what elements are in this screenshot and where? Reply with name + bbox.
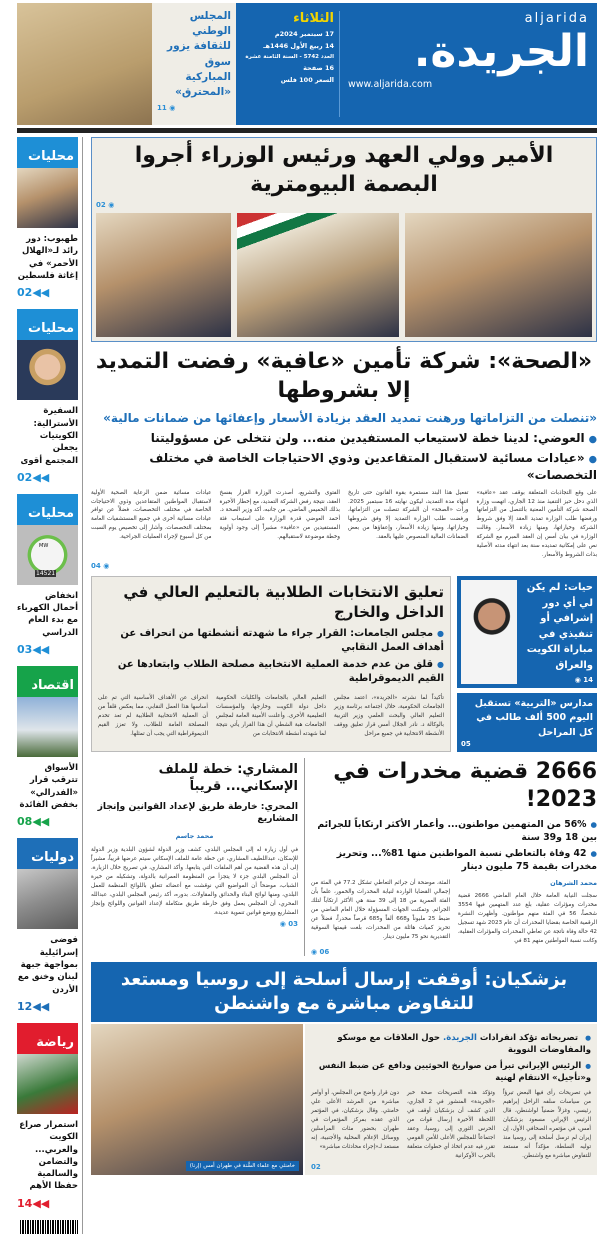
drugs-story[interactable] bbox=[311, 758, 597, 956]
issue-number: العدد 5742 - السنة الثامنة عشرة bbox=[245, 54, 334, 60]
column-divider bbox=[304, 758, 305, 956]
iran-bullet bbox=[311, 1033, 591, 1057]
arrow-icon: ◀◀ bbox=[32, 286, 50, 300]
sidebar-page bbox=[17, 1197, 78, 1210]
page-icon: ◉ bbox=[279, 919, 286, 928]
logo: الجريدة. bbox=[413, 26, 589, 77]
meter-reading: 14521 bbox=[36, 569, 56, 577]
page-icon: ◉ bbox=[169, 104, 176, 113]
content bbox=[17, 137, 597, 1234]
drugs-bullet: ● 56% من المتهمين مواطنون... وأعمار الأكثر ارتكاباً للجرائم بين 18 و39 سنة bbox=[311, 818, 597, 844]
health-column: تفعيل هذا البند مستمرة بقوة القانون حتى تاريخ انتهاء مدة التمديد، ليكون نهايته 16 سبتمبر 2025. ورأت «الصحة» أن الشركة تنصلت من التزاماتها، ورفضت طلب الوزارة التمديد إلا وفق شروطها وخياراتها، ومنها زيادة الأسعار، وإعفاؤها من بعض الضمانات المالية المنصوص عليها بالعقد. bbox=[348, 489, 469, 541]
schools-story[interactable] bbox=[457, 693, 597, 752]
sidebar-page bbox=[17, 815, 78, 828]
row-drugs-housing bbox=[91, 758, 597, 956]
health-subhead: «تنصلت من التزاماتها ورهنت تمديد العقد بزيادة الأسعار وإعفائها من ضمانات مالية» bbox=[103, 411, 597, 426]
mashari-body: في أول زيارة له إلى المجلس البلدي، كشف وزير الدولة لشؤون البلدية وزير الدولة للإسكان، عبداللطيف المشاري، عن خطة عامة للملف الإسكاني سيتم عرضها قريباً، مشيراً إلى أن هذه القضية من أهم الملفات التي يتابعها. وأكد المشاري، في تصريح خلال الزيارة، أن المجلس البلدي جزء لا يتجزأ من المنظومة العمرانية بالدولة، وتشكيله من خيرة الشباب، موضحاً أن المواضيع التي نوقشت مع أعضائه تتعلق باللوائح المنظمة للعمل البلدي، ومنها لوائح البناء والحدائق والمقاولات. بدوره، أكد رئيس المجلس البلدي، عبدالله المحري، أن المجلس يعمل وفق خارطة طريق متكاملة لإعداد القوانين واللوائح وإنجاز المشاريع ووضع قوانين تنموية عديدة. bbox=[91, 847, 298, 916]
mashari-subhead: المحري: خارطة طريق لإعداد القوانين وإنجاز المشاريع bbox=[97, 800, 298, 825]
barcode bbox=[20, 1220, 78, 1234]
sidebar-caption: استمرار صراع الكويت والعربي... والتضامن والسالمية حفظا الأهم bbox=[19, 1119, 78, 1192]
lead-photo-2 bbox=[237, 213, 399, 337]
price: السعر 100 فلس bbox=[280, 76, 334, 84]
sidebar-photo bbox=[17, 869, 78, 929]
iran-bullet-text: تصريحاته تؤكد انفرادات bbox=[479, 1033, 579, 1044]
sidebar-item[interactable] bbox=[17, 838, 78, 1013]
iran-headline-bar[interactable] bbox=[91, 962, 597, 1023]
lead-story[interactable] bbox=[91, 137, 597, 342]
mashari-headline: المشاري: خطة للملف الإسكاني... قريباً bbox=[158, 761, 298, 794]
elections-column: التعليم العالي بالجامعات والكليات الحكومية داخل دولة الكويت وخارجها، والمؤسسات التعليمية الأخرى. وأعلنت الأمينة العامة لمجلس الجامعات هبة الشطي أن هذا القرار يأتي نتيجة لما شهدته أنشطة الانتخابات من bbox=[216, 695, 326, 737]
health-headline: «الصحة»: شركة تأمين «عافية» رفضت التمديد إلا بشروطها bbox=[95, 349, 593, 403]
right-stack bbox=[457, 576, 597, 752]
iran-photo bbox=[91, 1024, 303, 1175]
iran-column: دون قرار واضح من المجلس، أو أوامر مباشرة من المرشد الأعلى علي خامنئي. وقال بزشكيان، في المؤتمر الذي عقده بمركز المؤتمرات في طهران بحضور مئات المراسلين ووسائل الإعلام المحلية والأجنبية، إنه مستعد لـ«إجراء محادثات مباشرة» bbox=[311, 1090, 399, 1150]
arrow-icon: ◀◀ bbox=[32, 999, 50, 1013]
main-column bbox=[91, 137, 597, 1234]
logo-block bbox=[348, 11, 589, 117]
masthead-rule bbox=[17, 128, 597, 133]
page-number: 08 bbox=[17, 815, 33, 829]
lead-photo-1 bbox=[405, 213, 592, 337]
elections-story[interactable] bbox=[91, 576, 451, 752]
header bbox=[17, 3, 597, 125]
elections-bullet: ● قلق من عدم خدمة العملية الانتخابية مصلحة الطلاب وابتعادها عن القيم الديموقراطية bbox=[98, 658, 444, 686]
arrow-icon: ◀◀ bbox=[32, 1196, 50, 1210]
arrow-icon: ◀◀ bbox=[32, 470, 50, 484]
page-icon: ◉ bbox=[574, 676, 581, 685]
drugs-column: سجلت النيابة العامة خلال العام الماضي 2666 قضية مخدرات ومؤثرات عقلية، بلغ عدد المتهمين فيها 3554 شخصاً، 56 في المئة منهم مواطنون. وأظهرت النشرة الرقمية الخاصة بقضايا المخدرات أن عام 2023 شهد تسجيل 42 حالة وفاة ناتجة عن تعاطي المخدرات والمؤثرات العقلية، وكانت نسبة المواطنين منهم 81 في bbox=[458, 893, 597, 944]
page-number: 03 bbox=[17, 643, 33, 657]
sidebar-page bbox=[17, 643, 78, 656]
iran-photo-caption: خامنئي مع علماء السُّنة في طهران أمس (إرنا) bbox=[186, 1161, 299, 1171]
elections-bullet: ● مجلس الجامعات: القرار جراء ما شهدته أنشطتها من انحراف عن أهداف العمل النقابي bbox=[98, 627, 444, 655]
iran-column: وتؤكد هذه التصريحات صحة خبر «الجريدة» المنشور في 2 الجاري، الذي كشف أن بزشكيان أوقف في اللحظة الأخيرة إرسال قوات من الحرس الثوري إلى روسيا، وعقد اجتماعاً للمجلس الأعلى للأمن القومي تقرر فيه عدم اتخاذ أي خطوات متعلقة بالحرب الأوكرانية bbox=[407, 1090, 495, 1159]
health-column: الفتوى والتشريع، أصدرت الوزارة القرار بفسخ العقد، نتيجة رفض الشركة التمديد، مع إخطار الأخيرة بذلك الخميس الماضي. من جانبه، أكد وزير الصحة د. أحمد العوضي قدرة الوزارة على استيعاب فئة المستفيدين من «عافية» مشيراً إلى وجود أولوية وخطة موضوعة لاستقبالهم. bbox=[219, 489, 340, 541]
lead-headline: الأمير وولي العهد ورئيس الوزراء أجروا البصمة البيومترية bbox=[134, 143, 554, 197]
health-story[interactable] bbox=[91, 348, 597, 570]
schools-headline: مدارس «التربية» تستقبل اليوم 500 ألف طالب في كل المراحل bbox=[474, 698, 593, 738]
website: www.aljarida.com bbox=[348, 78, 433, 90]
hayat-photo bbox=[461, 580, 517, 684]
iran-column: في تصريحات رأى فيها البعض تبرؤاً من سياسات سلفه الراحل إبراهيم رئيسي، وغزلاً ضمنياً لواشنطن، قال الرئيس الإيراني مسعود بزشكيان أمس، في مؤتمره الصحافي الأول، إن إيران لم ترسل أسلحة إلى روسيا منذ توليه السلطة، مؤكداً أنه مستعد للتفاوض مباشرة مع واشنطن. bbox=[503, 1090, 591, 1159]
sidebar-photo bbox=[17, 1054, 78, 1114]
page-number: 02 bbox=[17, 470, 33, 484]
hayat-page: 14 bbox=[583, 676, 593, 685]
iran-bullet: ● الرئيس الإيراني تبرأ من صواريخ الحوثيين ودافع عن ضبط النفس و«تأجيل» الانتقام لهنية bbox=[311, 1060, 591, 1083]
day: الثلاثاء bbox=[293, 11, 334, 26]
sidebar-caption: فوضى إسرائيلية بمواجهة جبهة لبنان وخنق مع الأردن bbox=[17, 935, 78, 995]
schools-page: 05 bbox=[461, 739, 471, 748]
issue-info bbox=[244, 11, 340, 117]
date-hijri: 14 ربيع الأول 1446هـ bbox=[263, 42, 334, 50]
drugs-author: محمد الشرهان bbox=[550, 879, 597, 888]
iran-page: 02 bbox=[311, 1162, 321, 1171]
logo-en: aljarida bbox=[524, 11, 589, 26]
sidebar-caption: السفيرة الأسترالية: الكويتيات يجعلن المجتمع أقوى bbox=[20, 406, 78, 466]
drugs-column: المئة، موضحة أن جرائم التعاطي تشكل 77.2 في المئة من إجمالي القضايا الواردة لنيابة المخدرات والخمور، علماً بأن الفئة العمرية من 18 إلى 39 سنة هي الأكثر ارتكاباً لتلك الجرائم. وتمكنت الجهات المسؤولة خلال العام الماضي من ضبط 25 مليوناً و668 ألفاً و685 قرصاً مخدراً، فضلاً عن تحريز كميات هائلة من المخدرات، بلغت قيمتها السوقية التقديرية نحو 75 مليون دينار. bbox=[311, 880, 451, 940]
drugs-page: 06 bbox=[319, 947, 330, 956]
row-iran bbox=[91, 1024, 597, 1175]
sidebar-section-label: محليات bbox=[17, 494, 78, 525]
sidebar-photo bbox=[17, 340, 78, 400]
sidebar-item[interactable] bbox=[17, 137, 78, 299]
health-page: 04 bbox=[91, 562, 101, 571]
lead-page: 02 bbox=[96, 201, 106, 210]
sidebar-item[interactable] bbox=[17, 1023, 78, 1210]
promo-page: 11 bbox=[157, 104, 167, 113]
sidebar-section-label: محليات bbox=[17, 137, 78, 168]
meter-unit: MW bbox=[39, 542, 49, 549]
sidebar-section-label: رياضة bbox=[17, 1023, 78, 1054]
page-icon: ◉ bbox=[103, 562, 110, 571]
hayat-story[interactable] bbox=[457, 576, 597, 688]
elections-column: تأكيداً لما نشرته «الجريدة»، اعتمد مجلس الجامعات الحكومية، خلال اجتماعه برئاسة وزير التعليم العالي والبحث العلمي وزير التربية بالوكالة د. نادر الجلال أمس قرار تعليق ووقف الأنشطة الانتخابية في جميع مراحل bbox=[334, 695, 444, 737]
promo-title: المجلس الوطني للثقافة يزور سوق المباركية «المحترق» bbox=[167, 10, 231, 99]
page-number: 02 bbox=[17, 286, 33, 300]
health-column: على وقع التجاذبات المتعلقة بوقف عقد «عافية» الذي دخل حيز التنفيذ منذ 12 الجاري، اتهمت وزارة الصحة شركة التأمين المعنية بالتنصل من التزاماتها ورفضها طلب الوزارة تمديد العقد إلا وفق شروط الشركة وخياراتها، ومنها زيادة الأسعار. وقالت الوزارة في بيان أمس إن العقد المبرم مع الشركة نص على إمكانية تمديده سنة بعد انتهاء مدته الأصلية بذات الشروط والأسعار. bbox=[476, 489, 597, 559]
hayat-headline: حيات: لم يكن لي أي دور إشرافي أو تنفيذي في مباراة الكويت والعراق bbox=[526, 582, 593, 671]
health-bullet: ● «عيادات مسائية لاستقبال المتقاعدين وذوي الاحتياجات الخاصة في مختلف التخصصات» bbox=[91, 450, 597, 484]
sidebar-section-label: اقتصاد bbox=[17, 666, 78, 697]
elections-column: انحراف عن الأهداف الأساسية التي تم على أساسها هذا العمل النقابي، مما يعكس قلقاً من أن العملية الانتخابية الطلابية لم تعد تخدم المصلحة العامة للطلاب، ولا تعزز القيم الديموقراطية التي يجب أن تمثلها. bbox=[98, 695, 208, 737]
mashari-author: محمد جاسم bbox=[175, 832, 214, 841]
arrow-icon: ◀◀ bbox=[32, 815, 50, 829]
page-number: 14 bbox=[17, 1196, 33, 1210]
drugs-headline: 2666 قضية مخدرات في 2023! bbox=[333, 758, 597, 813]
page-count: 16 صفحة bbox=[303, 64, 334, 72]
page-number: 12 bbox=[17, 999, 33, 1013]
drugs-bullet: ● 42 وفاة بالتعاطي نسبة المواطنين منها 81%... وتحريز مخدرات بقيمة 75 مليون دينار bbox=[311, 847, 597, 873]
mashari-story[interactable] bbox=[91, 758, 298, 956]
arrow-icon: ◀◀ bbox=[32, 643, 50, 657]
date-gregorian: 17 سبتمبر 2024م bbox=[274, 30, 334, 38]
sidebar-item[interactable] bbox=[17, 666, 78, 828]
sidebar-photo bbox=[17, 525, 78, 585]
sidebar-section-label: دوليات bbox=[17, 838, 78, 869]
sidebar-item[interactable] bbox=[17, 494, 78, 656]
promo-box[interactable] bbox=[152, 3, 236, 125]
sidebar-section-label: محليات bbox=[17, 309, 78, 340]
page-icon: ◉ bbox=[311, 947, 318, 956]
sidebar bbox=[17, 137, 83, 1234]
sidebar-item[interactable] bbox=[17, 309, 78, 484]
sidebar-caption: الأسواق تترقب قرار «الفدرالي» بخفض الفائدة bbox=[19, 763, 78, 810]
masthead bbox=[236, 3, 597, 125]
iran-headline: بزشكيان: أوقفت إرسال أسلحة إلى روسيا ومستعد للتفاوض مباشرة مع واشنطن bbox=[120, 968, 568, 1014]
health-column: عيادات مسائية ضمن الرعاية الصحية الأولية لاستقبال المواطنين المتقاعدين وذوي الاحتياجات الخاصة في مختلف التخصصات، فضلاً عن توافر عيادات مسائية أخرى في جميع المستشفيات العامة بمختلف التخصصات. وأشار إلى تخصيص يوم السبت من كل أسبوع لإجراء العمليات الجراحية. bbox=[91, 489, 212, 541]
health-bullet: ● العوضي: لدينا خطة لاستيعاب المستفيدين منه... ولن نتخلى عن مسؤوليتنا bbox=[91, 430, 597, 447]
iran-bullet-text: حول العلاقات مع موسكو والمفاوضات النووية bbox=[337, 1033, 591, 1056]
sidebar-page bbox=[17, 286, 78, 299]
mashari-page: 03 bbox=[288, 919, 298, 928]
sidebar-photo bbox=[17, 168, 78, 228]
sidebar-page bbox=[17, 471, 78, 484]
promo-photo bbox=[17, 3, 152, 125]
sidebar-caption: طهبوب: دور رائد لـ«الهلال الأحمر» في إغاثة فلسطين bbox=[17, 234, 78, 281]
row-education bbox=[91, 576, 597, 752]
lead-photo-3 bbox=[96, 213, 231, 337]
brand-mention: الجريدة. bbox=[443, 1033, 477, 1044]
page-icon: ◉ bbox=[108, 201, 115, 210]
elections-headline: تعليق الانتخابات الطلابية بالتعليم العالي في الداخل والخارج bbox=[123, 583, 444, 621]
sidebar-photo bbox=[17, 697, 78, 757]
sidebar-page bbox=[17, 1000, 78, 1013]
sidebar-caption: انخفاض أحمال الكهرباء مع بدء العام الدراسي bbox=[17, 590, 78, 638]
iran-story[interactable] bbox=[305, 1024, 597, 1175]
